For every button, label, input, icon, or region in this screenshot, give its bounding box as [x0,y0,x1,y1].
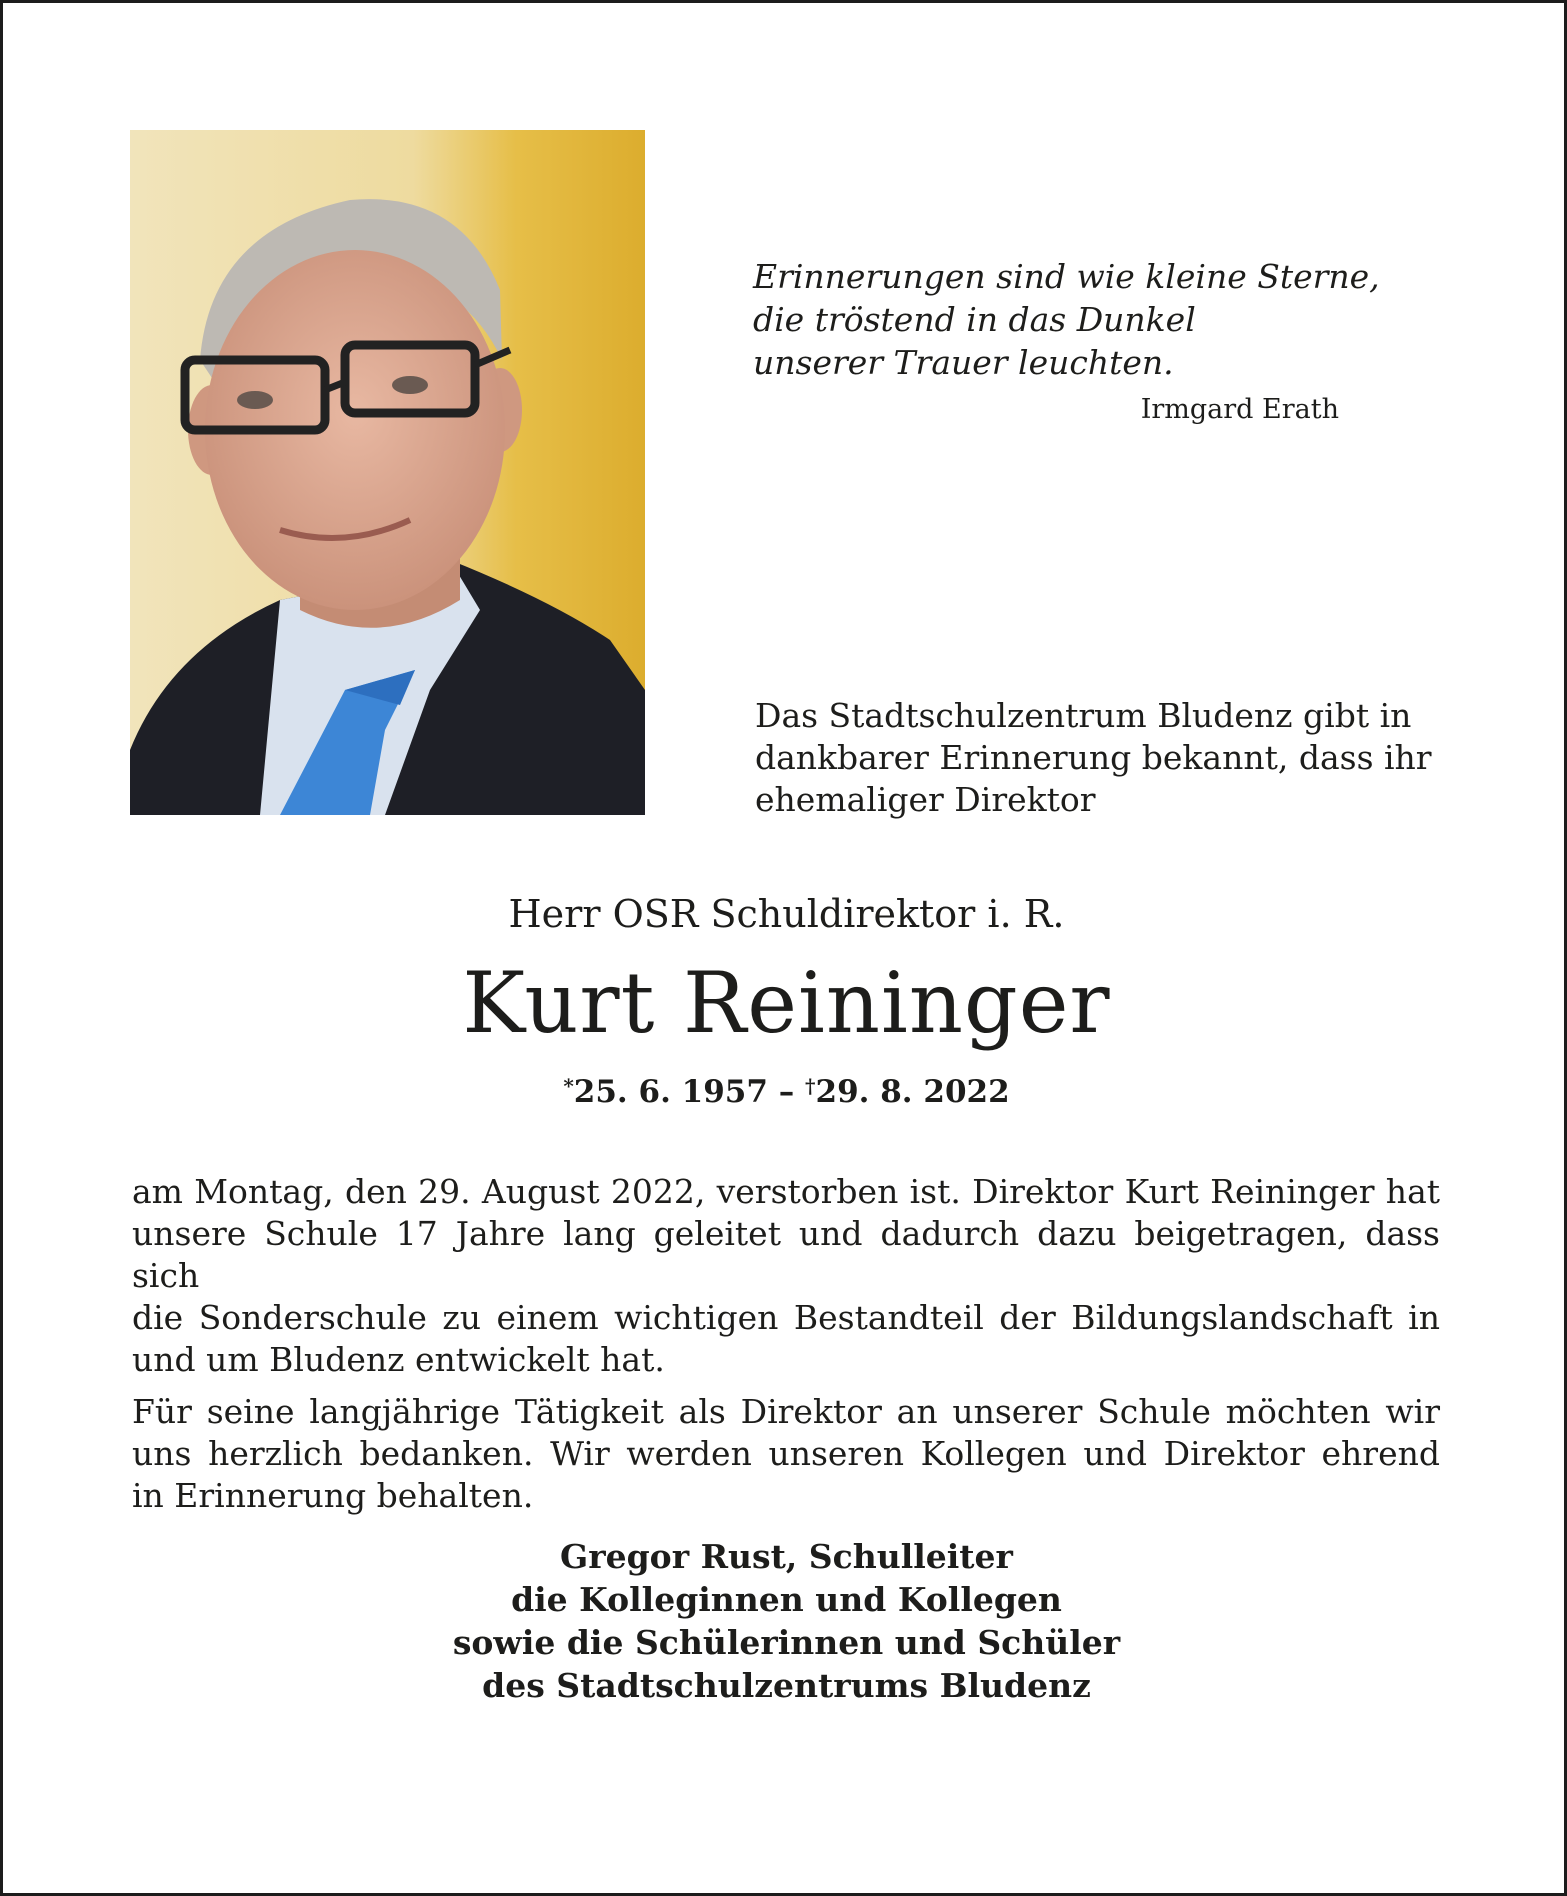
quote-author: Irmgard Erath [1140,394,1339,425]
quote-line: unserer Trauer leuchten. [753,343,1174,382]
intro-line: Das Stadtschulzentrum Bludenz gibt in [755,696,1412,735]
portrait-illustration [130,130,645,815]
body-line: unsere Schule 17 Jahre lang geleitet und dadurch dazu beigetragen, dass sich [132,1214,1440,1295]
deceased-name: Kurt Reininger [462,954,1111,1052]
date-separator: – [767,1074,806,1110]
quote-line: Erinnerungen sind wie kleine Sterne, [753,257,1380,296]
body-paragraph-2 [132,1391,1440,1517]
body-paragraph-1 [132,1171,1440,1381]
signature-line: sowie die Schülerinnen und Schüler [452,1623,1121,1662]
body-line: in Erinnerung behalten. [132,1476,534,1515]
body-line: uns herzlich bedanken. Wir werden unseren Kollegen und Direktor ehrend [132,1434,1440,1473]
death-symbol: † [805,1074,816,1098]
intro-line: ehemaliger Direktor [755,780,1096,819]
intro-text [755,695,1455,821]
birth-date: 25. 6. 1957 [573,1074,768,1110]
signature-line: des Stadtschulzentrums Bludenz [482,1666,1091,1705]
obituary-body [132,1171,1440,1517]
portrait-photo [130,130,645,815]
quote-line: die tröstend in das Dunkel [753,300,1196,339]
memorial-quote [753,255,1380,384]
signature-block [3,1535,1567,1707]
body-line: am Montag, den 29. August 2022, verstorben ist. Direktor Kurt Reininger hat [132,1172,1440,1211]
body-line: die Sonderschule zu einem wichtigen Bestandteil der Bildungslandschaft in [132,1298,1440,1337]
salutation: Herr OSR Schuldirektor i. R. [508,892,1065,936]
body-line: und um Bludenz entwickelt hat. [132,1340,665,1379]
birth-symbol: * [563,1074,574,1098]
intro-line: dankbarer Erinnerung bekannt, dass ihr [755,738,1432,777]
signature-line: die Kolleginnen und Kollegen [511,1580,1062,1619]
death-date: 29. 8. 2022 [815,1074,1010,1110]
signature-line: Gregor Rust, Schulleiter [560,1537,1013,1576]
life-dates [3,1070,1567,1114]
body-line: Für seine langjährige Tätigkeit als Direktor an unserer Schule möchten wir [132,1392,1440,1431]
